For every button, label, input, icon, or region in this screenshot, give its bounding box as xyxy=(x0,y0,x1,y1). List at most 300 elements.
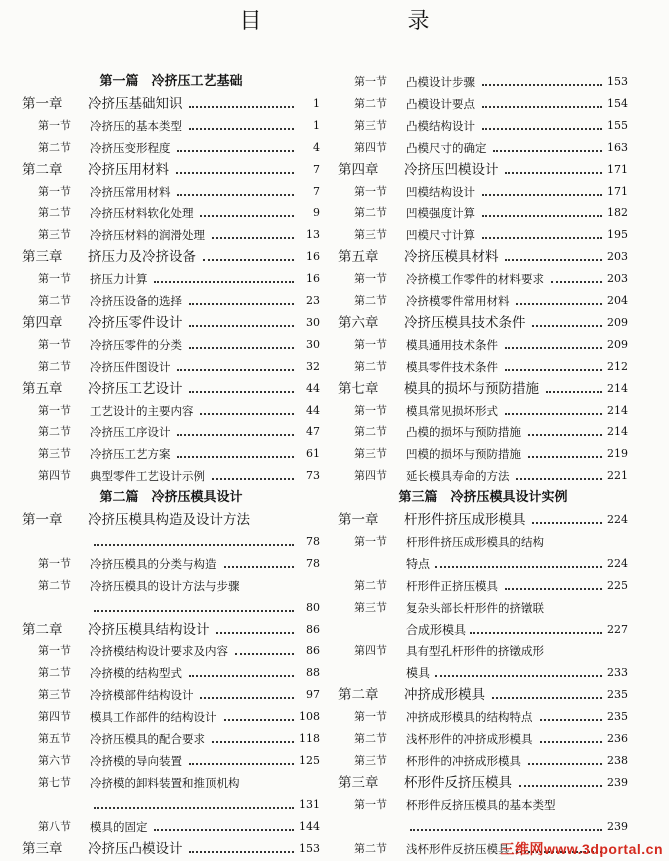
section-title: 典型零件工艺设计示例 xyxy=(90,469,205,484)
chapter-title: 杆形件挤压成形模具 xyxy=(404,512,526,528)
section-title: 模具的固定 xyxy=(90,819,148,834)
page-number: 153 xyxy=(607,75,628,88)
toc-section-row xyxy=(22,138,320,158)
toc-section-row xyxy=(22,444,320,464)
section-number: 第二节 xyxy=(38,294,71,307)
section-number: 第三节 xyxy=(38,447,71,461)
leader-dots xyxy=(482,214,602,217)
page-number: 4 xyxy=(313,140,320,154)
section-number: 第一节 xyxy=(354,534,387,548)
section-number: 第三节 xyxy=(38,228,71,242)
leader-dots xyxy=(189,105,294,108)
page-number: 182 xyxy=(607,206,628,220)
toc-section-row xyxy=(338,532,628,552)
leader-dots xyxy=(189,302,294,305)
section-title: 冷挤压模具的分类与构造 xyxy=(90,556,217,571)
chapter-number: 第一章 xyxy=(22,512,63,528)
section-title: 凸模结构设计 xyxy=(406,118,475,133)
section-number: 第三节 xyxy=(354,447,387,461)
section-number: 第二节 xyxy=(38,206,71,220)
leader-dots xyxy=(189,762,294,765)
section-number: 第三节 xyxy=(354,228,387,242)
section-number: 第一节 xyxy=(38,118,71,132)
page-number: 224 xyxy=(607,513,628,526)
chapter-number: 第一章 xyxy=(22,95,63,112)
page-number: 155 xyxy=(607,118,628,132)
toc-section-row xyxy=(338,138,628,158)
leader-dots xyxy=(482,83,602,86)
leader-dots xyxy=(435,674,602,677)
toc-chapter-row xyxy=(22,379,320,399)
page-number: 1 xyxy=(313,118,320,132)
page-number: 221 xyxy=(607,469,628,483)
page-number: 86 xyxy=(306,622,320,636)
toc-section-row xyxy=(338,116,628,136)
section-title: 工艺设计的主要内容 xyxy=(90,403,194,418)
page-number: 78 xyxy=(306,556,320,570)
chapter-number: 第三章 xyxy=(338,774,379,791)
page-number: 7 xyxy=(313,184,320,198)
toc-section-row xyxy=(22,269,320,289)
toc-section-row xyxy=(22,335,320,355)
section-number: 第三节 xyxy=(354,600,387,614)
toc-section-row xyxy=(22,729,320,749)
toc-section-row xyxy=(338,707,628,727)
toc-section-row xyxy=(338,72,628,92)
chapter-number: 第五章 xyxy=(338,249,379,266)
chapter-number: 第三章 xyxy=(22,249,63,266)
section-number: 第四节 xyxy=(354,469,387,483)
section-number: 第一节 xyxy=(354,75,387,88)
toc-chapter-row xyxy=(338,773,628,793)
section-number: 第二节 xyxy=(38,359,71,373)
leader-dots xyxy=(94,806,294,809)
section-title: 浅杯形件的冲挤成形模具 xyxy=(406,732,533,746)
chapter-title: 冷挤压模具技术条件 xyxy=(404,314,526,331)
chapter-title: 冷挤压基础知识 xyxy=(88,95,183,112)
toc-section-row xyxy=(22,576,320,596)
section-title: 冷挤压材料的润滑处理 xyxy=(90,228,205,243)
section-title: 冷挤压工艺方案 xyxy=(90,447,171,462)
page-number: 108 xyxy=(299,710,320,724)
chapter-title: 杯形件反挤压模具 xyxy=(404,774,512,791)
toc-chapter-row xyxy=(22,94,320,114)
page-number: 7 xyxy=(313,162,320,176)
part-title: 第二篇 冷挤压模具设计 xyxy=(99,490,243,506)
chapter-title: 模具的损坏与预防措施 xyxy=(404,380,539,397)
leader-dots xyxy=(482,105,602,108)
page-number: 78 xyxy=(306,534,320,548)
toc-section-row xyxy=(22,116,320,136)
toc-section-row xyxy=(338,357,628,377)
leader-dots xyxy=(551,280,602,283)
section-number: 第二节 xyxy=(354,206,387,220)
page-number: 86 xyxy=(306,644,320,658)
toc-chapter-row xyxy=(22,160,320,180)
section-title: 凸模的损坏与预防措施 xyxy=(406,425,521,440)
section-number: 第四节 xyxy=(38,710,71,724)
section-number: 第三节 xyxy=(354,118,387,132)
toc-chapter-row xyxy=(338,510,628,530)
toc-section-row xyxy=(338,422,628,442)
toc-part-heading xyxy=(338,488,628,508)
toc-section-row xyxy=(338,94,628,114)
leader-dots xyxy=(216,631,294,634)
toc-chapter-row xyxy=(338,160,628,180)
leader-dots xyxy=(177,193,294,196)
page-number: 235 xyxy=(607,710,628,724)
page-number: 214 xyxy=(607,425,628,439)
page-number: 239 xyxy=(607,775,628,789)
page-number: 233 xyxy=(607,666,628,680)
page-number: 44 xyxy=(306,381,320,395)
leader-dots xyxy=(94,609,294,612)
section-title: 冷挤压常用材料 xyxy=(90,184,171,199)
chapter-title: 冲挤成形模具 xyxy=(404,687,485,704)
section-number: 第二节 xyxy=(38,578,71,592)
toc-continuation-row xyxy=(338,663,628,683)
leader-dots xyxy=(516,302,602,305)
toc-section-row xyxy=(22,773,320,793)
section-number: 第一节 xyxy=(38,337,71,351)
leader-dots xyxy=(212,740,294,743)
section-title: 浅杯形件反挤压模具 xyxy=(406,841,510,856)
page-number: 203 xyxy=(607,272,628,286)
toc-continuation-row xyxy=(22,795,320,815)
leader-dots xyxy=(203,258,294,261)
section-title: 冷挤压的基本类型 xyxy=(90,118,182,133)
section-number: 第八节 xyxy=(38,819,71,833)
chapter-number: 第四章 xyxy=(338,161,379,178)
title-continuation: 合成形模具 xyxy=(406,622,467,637)
toc-section-row xyxy=(22,751,320,771)
page-number: 209 xyxy=(607,315,628,329)
leader-dots xyxy=(212,236,294,239)
leader-dots xyxy=(200,696,294,699)
leader-dots xyxy=(528,762,602,765)
page-number: 227 xyxy=(607,622,628,636)
section-title: 具有型孔杆形件的挤镦成形 xyxy=(406,644,544,659)
section-number: 第一节 xyxy=(354,184,387,198)
section-title: 冲挤成形模具的结构特点 xyxy=(406,710,533,725)
toc-chapter-row xyxy=(338,379,628,399)
section-number: 第一节 xyxy=(38,556,71,570)
section-title: 冷挤模的结构型式 xyxy=(90,666,182,681)
toc-chapter-row xyxy=(22,839,320,859)
toc-section-row xyxy=(338,729,628,749)
leader-dots xyxy=(505,587,602,590)
title-continuation: 特点 xyxy=(406,556,431,571)
toc-section-row xyxy=(22,422,320,442)
toc-section-row xyxy=(338,401,628,421)
toc-chapter-row xyxy=(22,620,320,640)
leader-dots xyxy=(177,433,294,436)
section-number: 第六节 xyxy=(38,753,71,767)
leader-dots xyxy=(435,565,602,568)
leader-dots xyxy=(532,324,602,327)
toc-section-row xyxy=(338,444,628,464)
leader-dots xyxy=(505,412,602,415)
section-title: 凹模的损坏与预防措施 xyxy=(406,447,521,462)
leader-dots xyxy=(189,390,294,393)
toc-section-row xyxy=(338,291,628,311)
toc-section-row xyxy=(338,466,628,486)
toc-section-row xyxy=(338,335,628,355)
toc-continuation-row xyxy=(338,554,628,574)
page-number: 236 xyxy=(607,732,628,745)
page-number: 235 xyxy=(607,688,628,702)
toc-section-row xyxy=(22,401,320,421)
section-title: 冷挤压模具的配合要求 xyxy=(90,732,205,746)
toc-section-row xyxy=(338,182,628,202)
section-title: 冷挤模的导向装置 xyxy=(90,753,182,768)
section-title: 冷挤压工序设计 xyxy=(90,425,171,440)
title-continuation: 模具 xyxy=(406,666,431,681)
toc-section-row xyxy=(338,576,628,596)
section-number: 第一节 xyxy=(38,272,71,286)
leader-dots xyxy=(505,171,602,174)
section-title: 凹模结构设计 xyxy=(406,184,475,199)
toc-chapter-row xyxy=(338,685,628,705)
toc-section-row xyxy=(22,685,320,705)
page-number: 13 xyxy=(306,228,320,242)
section-number: 第二节 xyxy=(354,96,387,110)
section-number: 第二节 xyxy=(354,294,387,307)
section-title: 模具零件技术条件 xyxy=(406,359,498,374)
section-number: 第一节 xyxy=(354,403,387,417)
page-number: 203 xyxy=(607,250,628,264)
toc-chapter-row xyxy=(338,313,628,333)
toc-section-row xyxy=(338,795,628,815)
page-number: 73 xyxy=(306,469,320,483)
chapter-title: 冷挤压工艺设计 xyxy=(88,380,183,397)
page-number: 214 xyxy=(607,381,628,395)
page-number: 44 xyxy=(306,403,320,417)
watermark: 三维网www.3dportal.cn xyxy=(500,841,663,857)
section-number: 第四节 xyxy=(354,644,387,658)
chapter-title: 冷挤压凹模设计 xyxy=(404,161,499,178)
section-number: 第一节 xyxy=(354,710,387,724)
section-title: 凹模强度计算 xyxy=(406,206,475,221)
leader-dots xyxy=(532,521,602,524)
toc-continuation-row xyxy=(22,532,320,552)
toc-section-row xyxy=(338,641,628,661)
chapter-title: 冷挤压模具材料 xyxy=(404,249,499,266)
section-title: 冷挤模结构设计要求及内容 xyxy=(90,644,228,659)
leader-dots xyxy=(200,412,294,415)
toc-section-row xyxy=(338,225,628,245)
toc-chapter-row xyxy=(22,313,320,333)
chapter-number: 第四章 xyxy=(22,314,63,331)
section-number: 第四节 xyxy=(354,140,387,154)
leader-dots xyxy=(470,631,602,634)
toc-section-row xyxy=(22,225,320,245)
page-number: 163 xyxy=(607,140,628,154)
leader-dots xyxy=(189,127,294,130)
section-title: 复杂头部长杆形件的挤镦联 xyxy=(406,600,544,615)
leader-dots xyxy=(482,127,602,130)
leader-dots xyxy=(519,784,602,787)
page-number: 171 xyxy=(607,162,628,176)
toc-chapter-row xyxy=(338,247,628,267)
page-number: 144 xyxy=(299,819,320,833)
section-number: 第二节 xyxy=(38,425,71,439)
section-title: 杆形件挤压成形模具的结构 xyxy=(406,534,544,549)
page-number: 16 xyxy=(306,250,320,264)
section-number: 第四节 xyxy=(38,469,71,483)
leader-dots xyxy=(154,828,294,831)
chapter-title: 冷挤压凸模设计 xyxy=(88,840,183,857)
leader-dots xyxy=(546,390,602,393)
leader-dots xyxy=(189,346,294,349)
section-title: 冷挤压材料软化处理 xyxy=(90,206,194,221)
chapter-number: 第二章 xyxy=(338,687,379,704)
section-number: 第二节 xyxy=(354,732,387,745)
toc-continuation-row xyxy=(338,817,628,837)
part-title: 第三篇 冷挤压模具设计实例 xyxy=(398,490,568,506)
section-number: 第一节 xyxy=(38,644,71,658)
leader-dots xyxy=(94,543,294,546)
leader-dots xyxy=(410,828,602,831)
section-number: 第一节 xyxy=(354,272,387,286)
leader-dots xyxy=(540,718,602,721)
page-number: 97 xyxy=(306,688,320,702)
page-number: 88 xyxy=(306,666,320,680)
toc-continuation-row xyxy=(22,598,320,618)
toc-section-row xyxy=(338,269,628,289)
toc-section-row xyxy=(22,357,320,377)
page-number: 23 xyxy=(306,294,320,307)
section-title: 杯形件反挤压模具的基本类型 xyxy=(406,797,556,812)
section-title: 冷挤压模具的设计方法与步骤 xyxy=(90,578,240,593)
page-title: 目 录 xyxy=(239,9,492,34)
section-number: 第一节 xyxy=(354,337,387,351)
toc-part-heading xyxy=(22,488,320,508)
toc-chapter-row xyxy=(22,247,320,267)
chapter-title: 挤压力及冷挤设备 xyxy=(88,249,196,266)
section-title: 凸模尺寸的确定 xyxy=(406,140,487,155)
chapter-number: 第七章 xyxy=(338,380,379,397)
part-title: 第一篇 冷挤压工艺基础 xyxy=(99,74,243,89)
toc-section-row xyxy=(22,291,320,311)
leader-dots xyxy=(493,149,602,152)
section-title: 杆形件正挤压模具 xyxy=(406,578,498,593)
leader-dots xyxy=(177,455,294,458)
chapter-title: 冷挤压模具结构设计 xyxy=(88,621,210,638)
section-title: 模具工作部件的结构设计 xyxy=(90,710,217,725)
page-number: 209 xyxy=(607,337,628,351)
leader-dots xyxy=(212,477,294,480)
leader-dots xyxy=(516,477,602,480)
toc-chapter-row xyxy=(22,510,320,530)
section-number: 第二节 xyxy=(354,841,387,855)
section-title: 冷挤压变形程度 xyxy=(90,140,171,155)
section-title: 凸模设计要点 xyxy=(406,96,475,111)
section-number: 第二节 xyxy=(354,578,387,592)
page-number: 32 xyxy=(306,359,320,373)
leader-dots xyxy=(189,674,294,677)
chapter-title: 冷挤压模具构造及设计方法 xyxy=(88,512,250,528)
chapter-number: 第五章 xyxy=(22,380,63,397)
page-number: 30 xyxy=(306,337,320,351)
section-number: 第一节 xyxy=(354,797,387,811)
leader-dots xyxy=(235,652,294,655)
leader-dots xyxy=(540,740,602,743)
toc-section-row xyxy=(338,598,628,618)
page-number: 225 xyxy=(607,578,628,592)
chapter-number: 第二章 xyxy=(22,161,63,178)
toc-section-row xyxy=(22,182,320,202)
leader-dots xyxy=(492,696,602,699)
section-title: 模具常见损坏形式 xyxy=(406,403,498,418)
page-number: 47 xyxy=(306,425,320,439)
section-title: 凹模尺寸计算 xyxy=(406,228,475,243)
leader-dots xyxy=(177,368,294,371)
page-number: 61 xyxy=(306,447,320,461)
leader-dots xyxy=(505,258,602,261)
page-number: 224 xyxy=(607,556,628,570)
section-number: 第一节 xyxy=(38,403,71,417)
section-title: 冷挤模零件常用材料 xyxy=(406,294,510,308)
leader-dots xyxy=(528,455,602,458)
toc-section-row xyxy=(22,641,320,661)
section-number: 第二节 xyxy=(354,425,387,439)
toc-section-row xyxy=(22,817,320,837)
page-number: 9 xyxy=(313,206,320,220)
toc-part-heading xyxy=(22,72,320,92)
page-number: 204 xyxy=(607,294,628,307)
leader-dots xyxy=(505,346,602,349)
section-title: 挤压力计算 xyxy=(90,272,148,287)
section-title: 冷挤压设备的选择 xyxy=(90,294,182,308)
page-number: 125 xyxy=(299,753,320,767)
section-number: 第二节 xyxy=(38,666,71,680)
page-number: 1 xyxy=(313,96,320,110)
leader-dots xyxy=(505,368,602,371)
section-number: 第一节 xyxy=(38,184,71,198)
leader-dots xyxy=(482,236,602,239)
page-number: 238 xyxy=(607,753,628,767)
section-title: 冷挤压件图设计 xyxy=(90,359,171,374)
toc-section-row xyxy=(22,554,320,574)
toc-section-row xyxy=(338,203,628,223)
chapter-number: 第一章 xyxy=(338,512,379,528)
section-title: 延长模具寿命的方法 xyxy=(406,469,510,484)
leader-dots xyxy=(177,149,294,152)
section-title: 冷挤模的卸料装置和推顶机构 xyxy=(90,775,240,790)
leader-dots xyxy=(176,171,294,174)
page-number: 214 xyxy=(607,403,628,417)
toc-section-row xyxy=(338,751,628,771)
section-number: 第三节 xyxy=(38,688,71,702)
section-number: 第二节 xyxy=(38,140,71,154)
section-number: 第二节 xyxy=(354,359,387,373)
page-number: 80 xyxy=(306,600,320,614)
leader-dots xyxy=(200,214,294,217)
section-title: 凸模设计步骤 xyxy=(406,75,475,89)
leader-dots xyxy=(224,718,294,721)
toc-continuation-row xyxy=(338,620,628,640)
page-number: 131 xyxy=(299,797,320,811)
page-number: 153 xyxy=(299,841,320,855)
leader-dots xyxy=(189,324,294,327)
page-number: 30 xyxy=(306,315,320,329)
section-number: 第七节 xyxy=(38,775,71,789)
page-number: 239 xyxy=(607,819,628,833)
toc-section-row xyxy=(22,203,320,223)
chapter-number: 第三章 xyxy=(22,840,63,857)
toc-section-row xyxy=(22,663,320,683)
